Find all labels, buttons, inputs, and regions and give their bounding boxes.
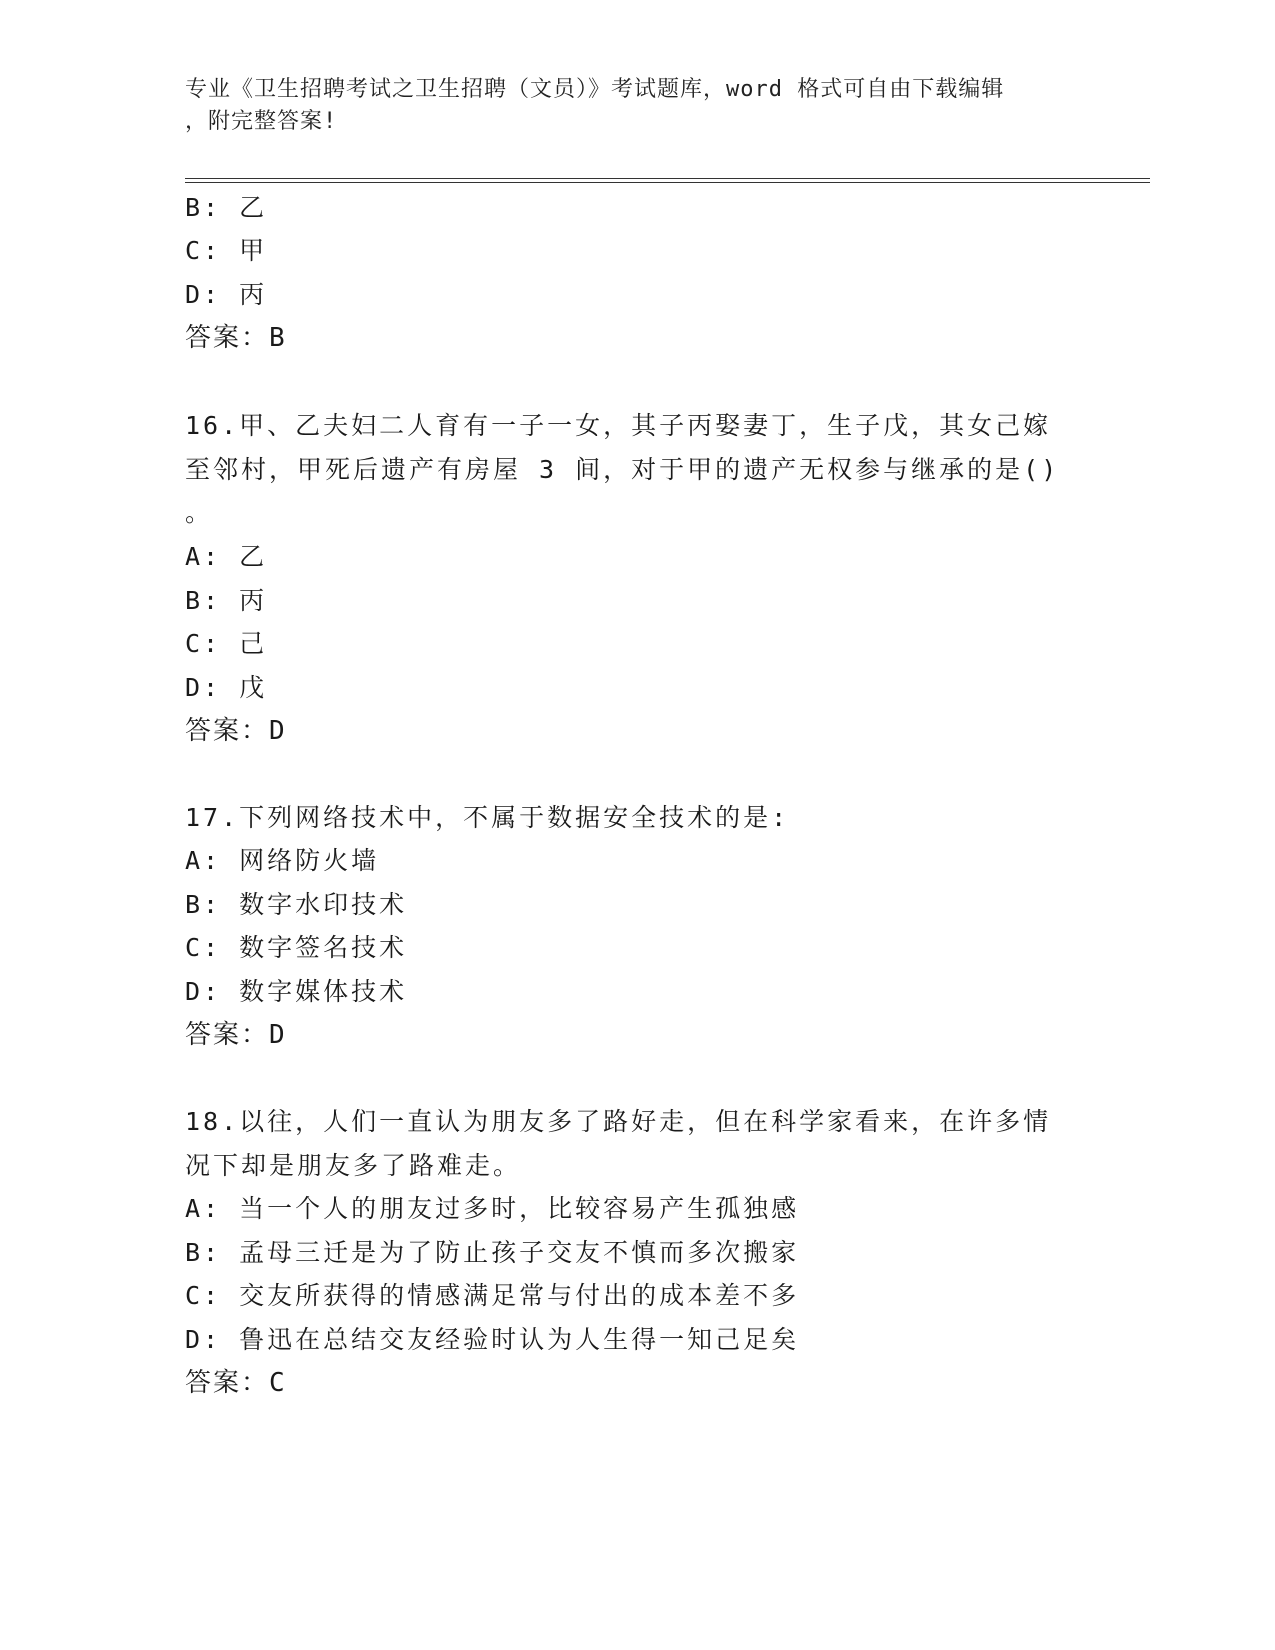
q15-option-d: D: 丙 — [185, 280, 268, 309]
q15-option-b: B: 乙 — [185, 193, 268, 222]
q17-option-c: C: 数字签名技术 — [185, 933, 408, 962]
q16-option-a: A: 乙 — [185, 542, 268, 571]
q16-stem-line-1: 16.甲、乙夫妇二人育有一子一女，其子丙娶妻丁，生子戊，其女己嫁 — [185, 411, 1052, 440]
answer-label: 答案： — [185, 716, 270, 746]
header-line-1: 专业《卫生招聘考试之卫生招聘（文员）》考试题库，word 格式可自由下载编辑 — [185, 77, 1005, 102]
answer-value: D — [269, 1020, 287, 1050]
q17-option-d: D: 数字媒体技术 — [185, 977, 408, 1006]
q17-answer — [185, 1014, 287, 1051]
q17-stem-line-1: 17.下列网络技术中，不属于数据安全技术的是: — [185, 803, 790, 832]
q18-option-b: B: 孟母三迁是为了防止孩子交友不慎而多次搬家 — [185, 1238, 800, 1267]
q16-option-b: B: 丙 — [185, 586, 268, 615]
header-divider-top — [185, 178, 1150, 179]
q17-option-b: B: 数字水印技术 — [185, 890, 408, 919]
q18-stem-line-2: 况下却是朋友多了路难走。 — [185, 1151, 522, 1180]
q18-stem-line-1: 18.以往，人们一直认为朋友多了路好走，但在科学家看来，在许多情 — [185, 1107, 1052, 1136]
answer-label: 答案： — [185, 1368, 270, 1398]
answer-value: C — [269, 1368, 287, 1398]
q18-option-d: D: 鲁迅在总结交友经验时认为人生得一知己足矣 — [185, 1325, 800, 1354]
q16-stem-line-2: 至邻村，甲死后遗产有房屋 3 间，对于甲的遗产无权参与继承的是() — [185, 455, 1060, 484]
answer-label: 答案： — [185, 1020, 270, 1050]
header-line-2: ，附完整答案! — [185, 109, 338, 134]
q18-option-c: C: 交友所获得的情感满足常与付出的成本差不多 — [185, 1281, 800, 1310]
header-divider-bottom — [185, 182, 1150, 183]
q16-option-d: D: 戊 — [185, 673, 268, 702]
q17-option-a: A: 网络防火墙 — [185, 846, 380, 875]
q18-option-a: A: 当一个人的朋友过多时，比较容易产生孤独感 — [185, 1194, 800, 1223]
q15-option-c: C: 甲 — [185, 236, 268, 265]
document-header — [185, 74, 1065, 138]
q16-option-c: C: 己 — [185, 629, 268, 658]
q16-answer — [185, 710, 287, 747]
q15-answer — [185, 317, 287, 354]
answer-value: D — [269, 716, 287, 746]
answer-label: 答案： — [185, 323, 270, 353]
q16-stem-line-3: 。 — [185, 498, 214, 527]
q18-answer — [185, 1362, 287, 1399]
answer-value: B — [269, 323, 287, 353]
